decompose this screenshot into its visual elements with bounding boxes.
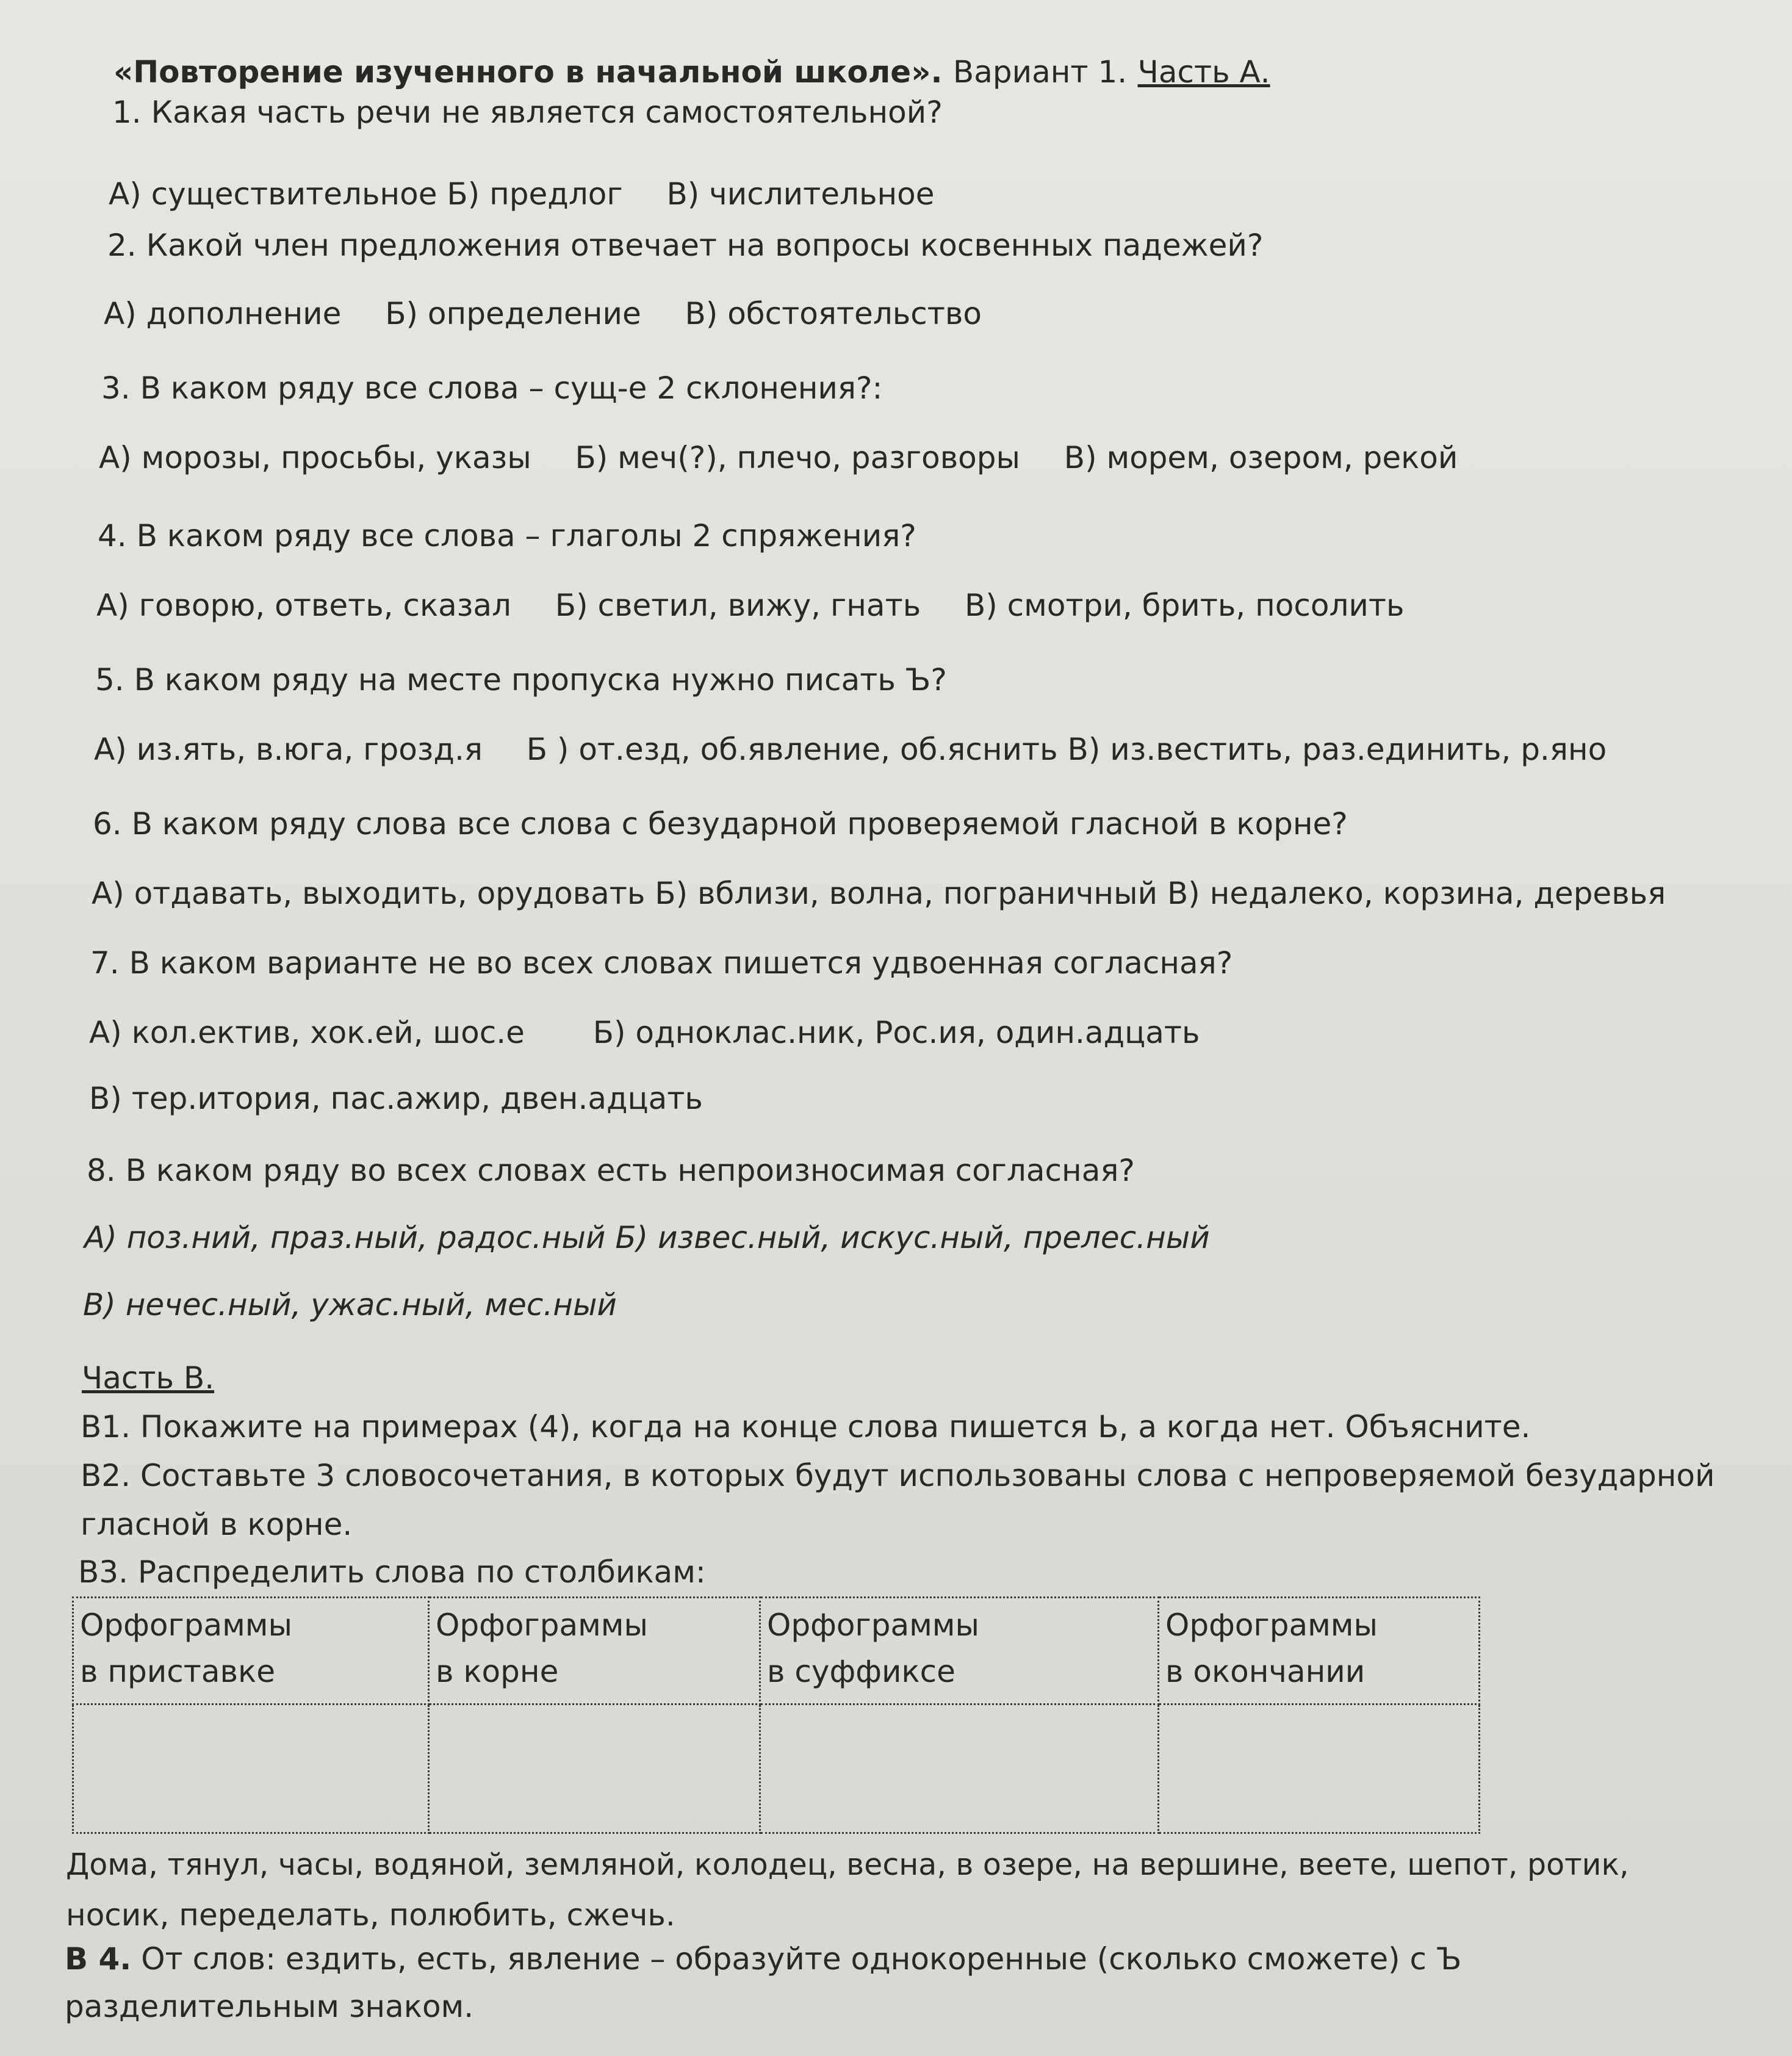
question-3-options bbox=[99, 438, 1458, 477]
part-b-heading: Часть В. bbox=[82, 1360, 215, 1396]
option-c: В) числительное bbox=[666, 176, 935, 212]
option-b: Б ) от.езд, об.явление, об.яснить bbox=[526, 732, 1058, 767]
table-empty-row bbox=[73, 1704, 1480, 1833]
table-cell-ending[interactable] bbox=[1159, 1704, 1480, 1833]
question-8-option-c: В) нечес.ный, ужас.ный, мес.ный bbox=[83, 1287, 617, 1322]
title-variant: Вариант 1. bbox=[952, 54, 1128, 90]
option-b: Б) светил, вижу, гнать bbox=[555, 588, 921, 623]
question-4-options bbox=[96, 586, 1405, 625]
task-b4-line2: разделительным знаком. bbox=[65, 1989, 474, 2024]
question-4: 4. В каком ряду все слова – глаголы 2 спряжения? bbox=[98, 518, 916, 554]
task-b1: В1. Покажите на примерах (4), когда на конце слова пишется Ь, а когда нет. Объясните. bbox=[81, 1409, 1531, 1445]
words-list-line1: Дома, тянул, часы, водяной, земляной, колодец, весна, в озере, на вершине, веете, шепот, ротик, bbox=[66, 1847, 1629, 1882]
question-5-options bbox=[94, 730, 1607, 769]
question-7: 7. В каком варианте не во всех словах пишется удвоенная согласная? bbox=[90, 945, 1233, 981]
question-7-options bbox=[89, 1013, 1200, 1052]
option-a: А) поз.ний, праз.ный, радос.ный bbox=[84, 1220, 606, 1255]
option-c: В) из.вестить, раз.единить, р.яно bbox=[1067, 732, 1607, 767]
title-main: «Повторение изученного в начальной школе». bbox=[113, 54, 943, 90]
orthogram-table bbox=[72, 1596, 1480, 1834]
option-b: Б) извес.ный, искус.ный, прелес.ный bbox=[615, 1220, 1210, 1255]
table-cell-root[interactable] bbox=[429, 1704, 760, 1833]
option-b: Б) вблизи, волна, пограничный bbox=[655, 876, 1158, 911]
option-a: А) дополнение bbox=[104, 296, 342, 331]
option-c: В) смотри, брить, посолить bbox=[964, 588, 1405, 623]
task-b2-line1: В2. Составьте 3 словосочетания, в которых будут использованы слова с непроверяемой безударной bbox=[81, 1458, 1715, 1493]
question-6-options bbox=[92, 874, 1666, 913]
option-c: В) недалеко, корзина, деревья bbox=[1167, 876, 1666, 911]
question-1: 1. Какая часть речи не является самостоятельной? bbox=[112, 95, 943, 130]
task-b4-line1: В 4. От слов: ездить, есть, явление – образуйте однокоренные (сколько сможете) с Ъ bbox=[65, 1941, 1462, 1977]
column-header-suffix: Орфограммы в суффиксе bbox=[760, 1598, 1159, 1704]
option-a: А) говорю, ответь, сказал bbox=[96, 588, 511, 623]
task-b3: В3. Распределить слова по столбикам: bbox=[78, 1554, 706, 1590]
option-a: А) из.ять, в.юга, грозд.я bbox=[94, 732, 483, 767]
words-list-line2: носик, переделать, полюбить, сжечь. bbox=[66, 1897, 675, 1933]
option-c: В) обстоятельство bbox=[685, 296, 982, 331]
title-part-a: Часть А. bbox=[1137, 54, 1270, 90]
question-5: 5. В каком ряду на месте пропуска нужно писать Ъ? bbox=[95, 662, 947, 698]
option-a: А) морозы, просьбы, указы bbox=[99, 440, 531, 475]
question-2: 2. Какой член предложения отвечает на вопросы косвенных падежей? bbox=[107, 228, 1264, 263]
column-header-prefix: Орфограммы в приставке bbox=[73, 1598, 429, 1704]
task-b2-line2: гласной в корне. bbox=[81, 1507, 353, 1542]
option-c: В) морем, озером, рекой bbox=[1063, 440, 1458, 475]
option-b: Б) одноклас.ник, Рос.ия, один.адцать bbox=[592, 1015, 1200, 1050]
question-3: 3. В каком ряду все слова – сущ-е 2 склонения?: bbox=[101, 370, 883, 406]
table-cell-suffix[interactable] bbox=[760, 1704, 1159, 1833]
question-8-options bbox=[84, 1218, 1210, 1257]
option-a: А) кол.ектив, хок.ей, шос.е bbox=[89, 1015, 525, 1050]
option-b: Б) предлог bbox=[447, 176, 623, 212]
option-a: А) существительное bbox=[109, 176, 437, 212]
question-2-options bbox=[104, 294, 982, 333]
table-header-row bbox=[73, 1598, 1480, 1704]
question-6: 6. В каком ряду слова все слова с безударной проверяемой гласной в корне? bbox=[93, 806, 1348, 842]
table-cell-prefix[interactable] bbox=[73, 1704, 429, 1833]
question-8: 8. В каком ряду во всех словах есть непроизносимая согласная? bbox=[87, 1153, 1135, 1188]
question-1-options bbox=[109, 175, 935, 214]
question-7-option-c: В) тер.итория, пас.ажир, двен.адцать bbox=[89, 1081, 703, 1116]
worksheet-title bbox=[113, 52, 1270, 92]
option-b: Б) определение bbox=[385, 296, 641, 331]
column-header-ending: Орфограммы в окончании bbox=[1159, 1598, 1480, 1704]
option-a: А) отдавать, выходить, орудовать bbox=[92, 876, 646, 911]
column-header-root: Орфограммы в корне bbox=[429, 1598, 760, 1704]
option-b: Б) меч(?), плечо, разговоры bbox=[575, 440, 1020, 475]
